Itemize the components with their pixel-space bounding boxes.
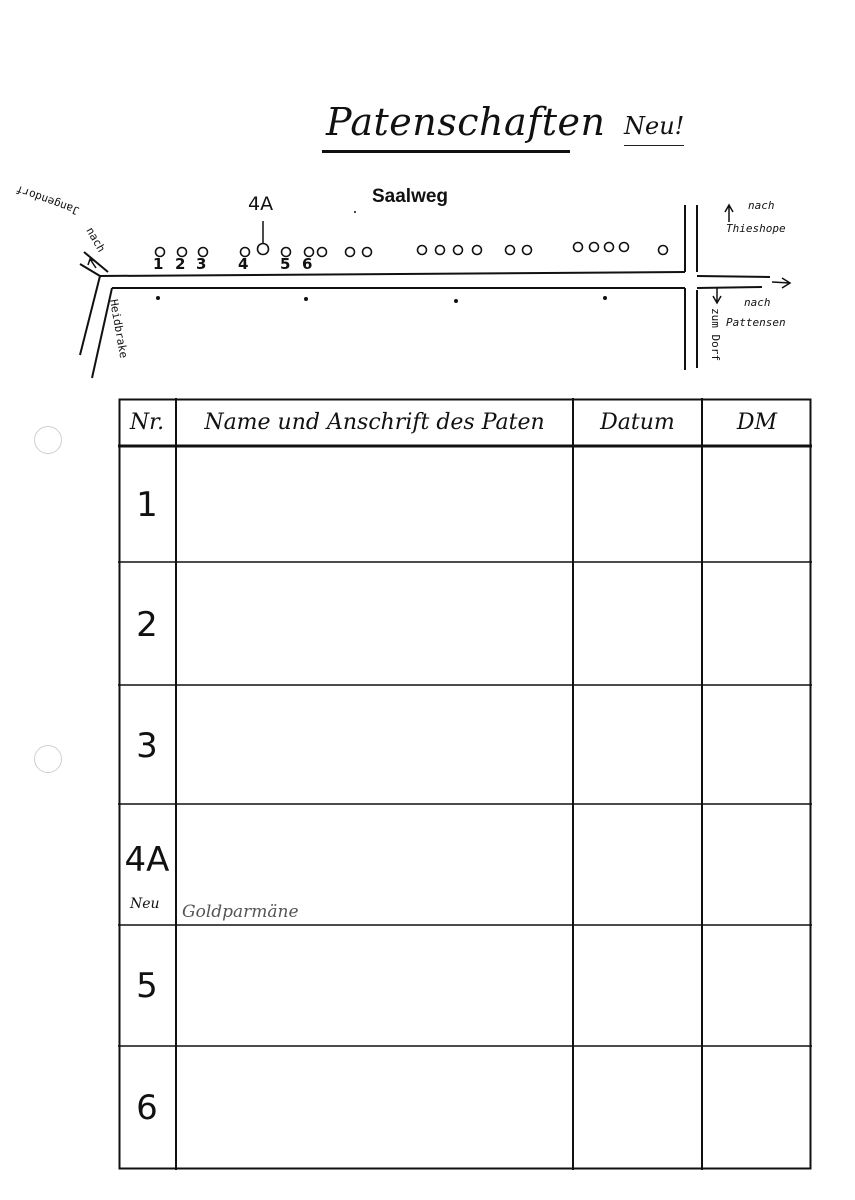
road-heidbrake	[80, 276, 100, 355]
label-thieshope: Thieshope	[726, 222, 786, 235]
label-top-right-nach: nach	[748, 199, 775, 212]
arrow-northwest-icon	[88, 259, 96, 268]
neu-mark: Neu!	[624, 112, 685, 140]
header-nr: Nr.	[129, 409, 165, 435]
header-datum: Datum	[600, 409, 675, 435]
punch-hole-bottom	[34, 745, 62, 773]
label-jangendorf: Jangendorf	[14, 182, 82, 218]
label-heidbrake: Heidbrake	[107, 298, 131, 360]
header-name: Name und Anschrift des Paten	[204, 409, 545, 435]
tree-number-2: 2	[175, 255, 186, 273]
row-number-3: 3	[136, 725, 158, 766]
sponsorship-table	[118, 398, 812, 1170]
row-number-2: 2	[136, 604, 158, 645]
road-edge-top	[100, 272, 685, 276]
road-east	[697, 276, 770, 277]
arrow-south-icon	[713, 288, 721, 303]
road-name-label: Saalweg	[372, 186, 449, 207]
label-pattensen: Pattensen	[726, 316, 786, 329]
punch-hole-top	[34, 426, 62, 454]
arrow-east-icon	[772, 278, 790, 288]
tree-number-1: 1	[153, 255, 164, 273]
row-number-5: 5	[136, 965, 158, 1006]
tree-markers	[156, 243, 668, 257]
label-jangendorf-nach: nach	[83, 225, 108, 255]
tree-number-3: 3	[196, 255, 207, 273]
row-number-4a: 4A	[124, 840, 170, 880]
tree-4a-label: 4A	[248, 193, 274, 215]
road-east-low	[697, 287, 762, 288]
header-dm: DM	[736, 409, 778, 435]
row-4a-name: Goldparmäne	[182, 902, 299, 922]
tree-number-6: 6	[302, 255, 313, 273]
tree-number-5: 5	[280, 255, 291, 273]
row-number-6: 6	[136, 1088, 158, 1128]
row-4a-neu-note: Neu	[130, 896, 160, 912]
bottom-markers	[156, 211, 607, 303]
title-text: Patenschaften	[326, 100, 606, 144]
row-number-1: 1	[136, 485, 158, 525]
label-zum-dorf: zum Dorf	[709, 308, 722, 361]
arrow-north-icon	[725, 205, 733, 222]
tree-number-4: 4	[238, 255, 249, 273]
road-jangendorf	[80, 264, 100, 276]
label-bottom-right-nach: nach	[744, 296, 771, 309]
